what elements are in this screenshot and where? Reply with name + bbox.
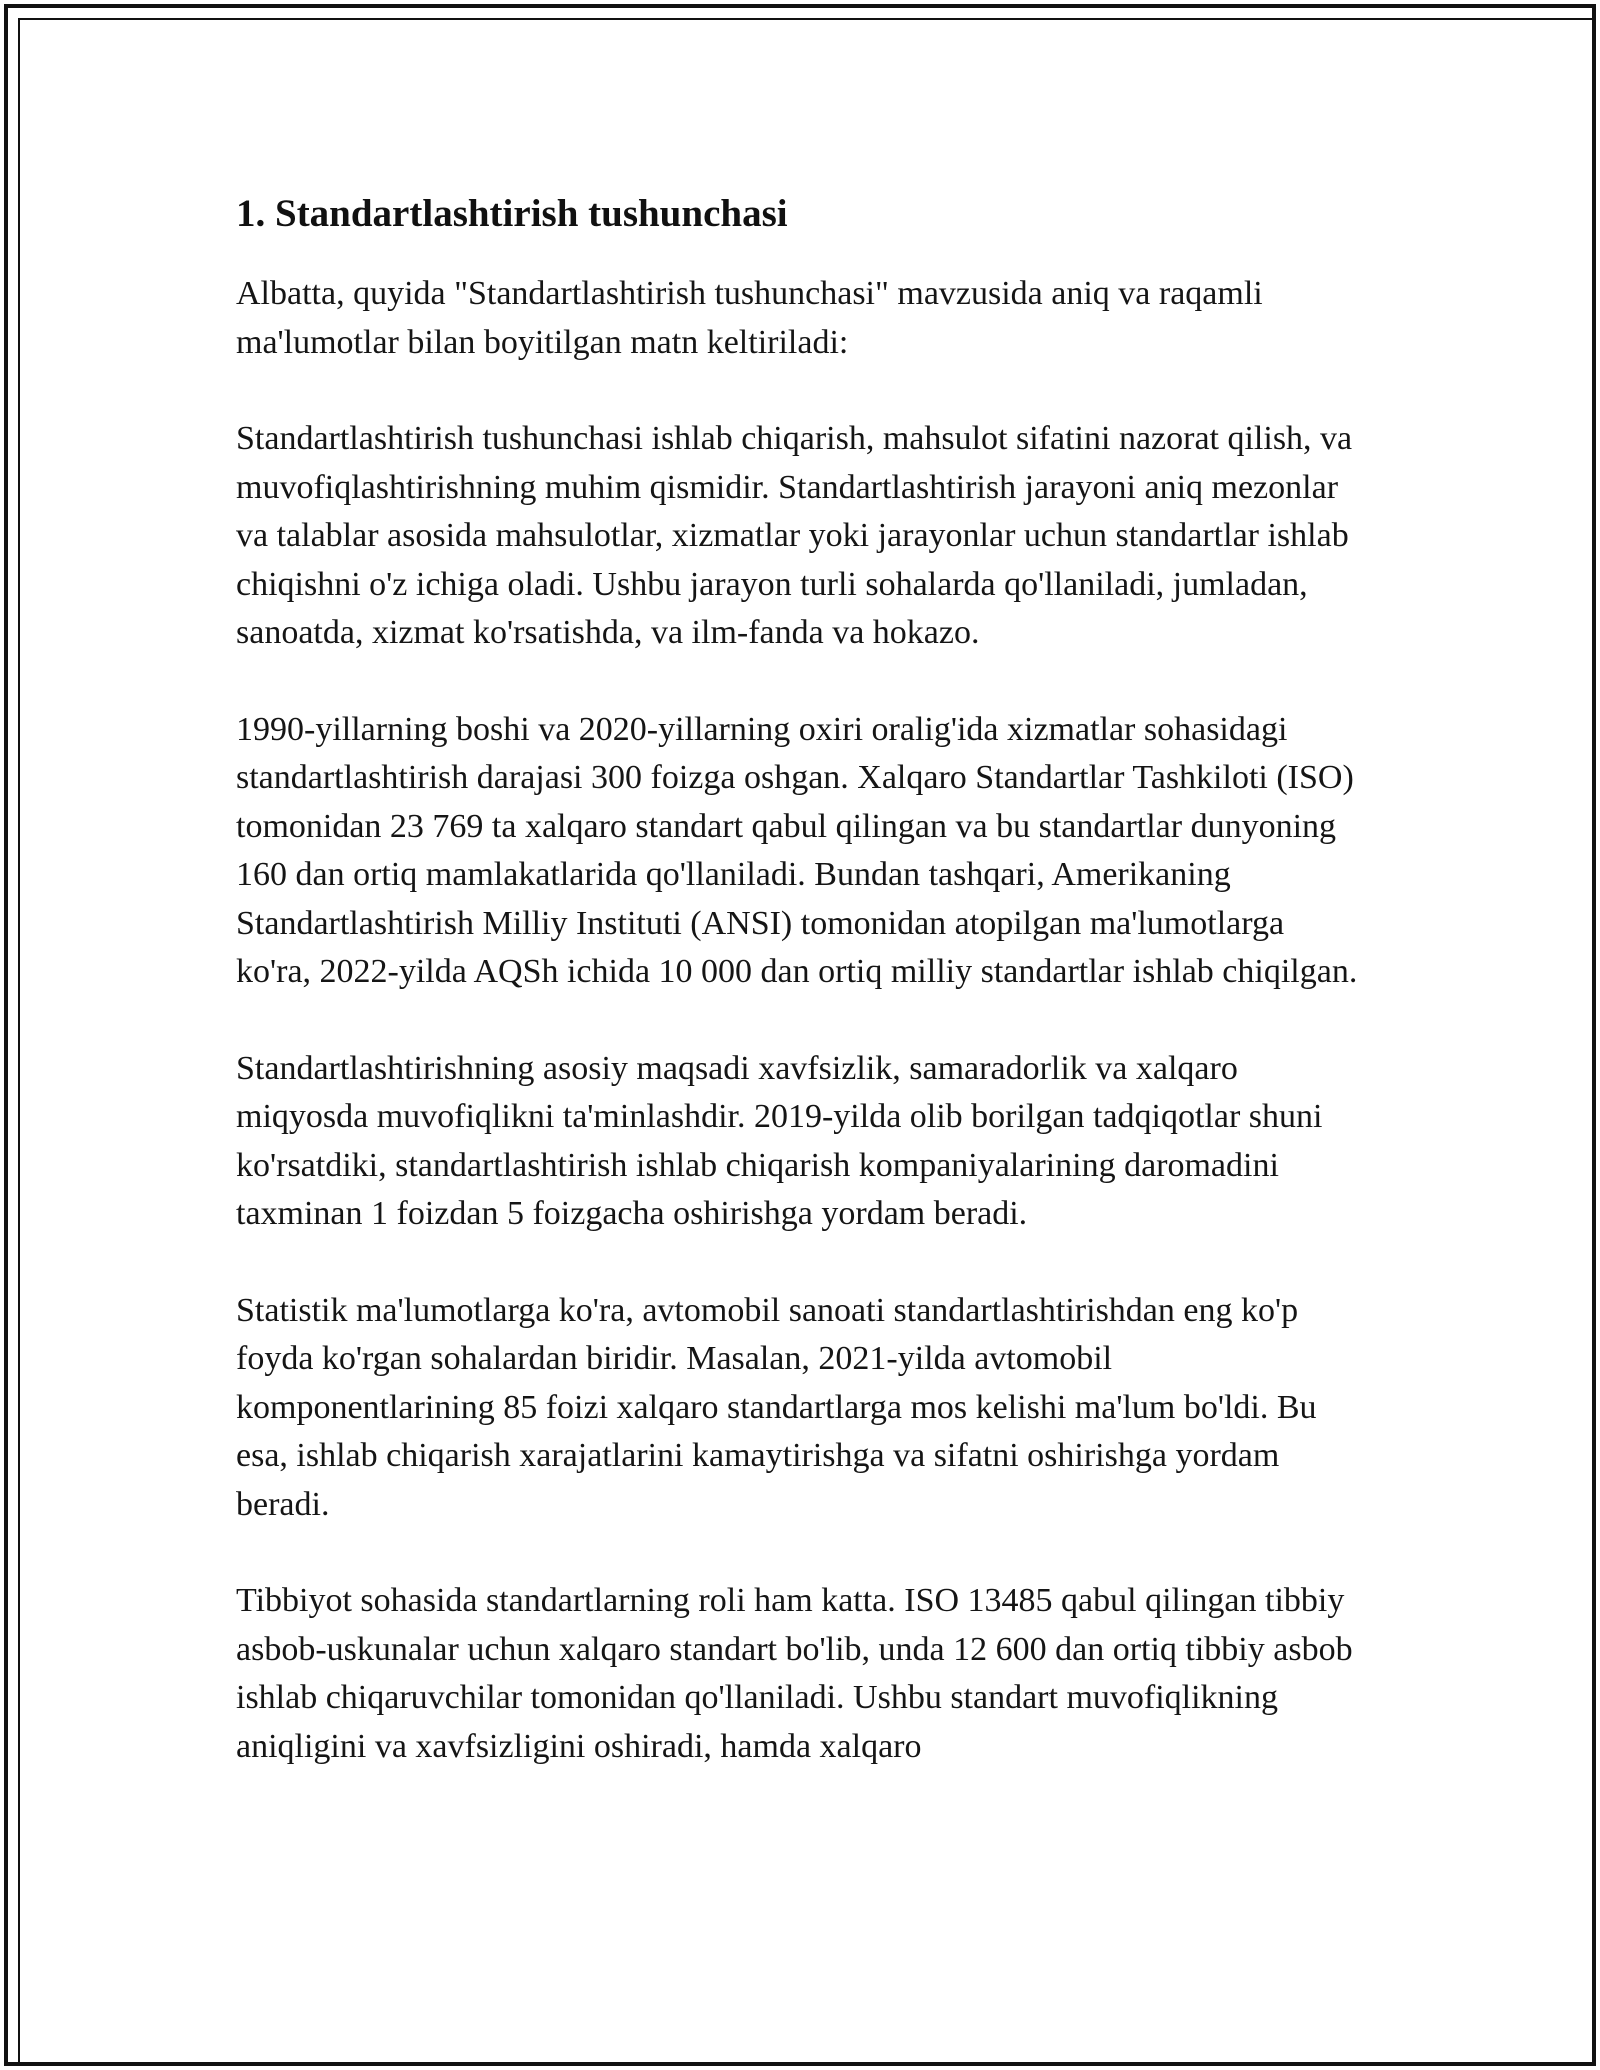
paragraph-definition: Standartlashtirish tushunchasi ishlab chiqarish, mahsulot sifatini nazorat qilish, va muvofiqlashtirishning muhim qismidir. Standartlashtirish jarayoni aniq mezonlar va talablar asosida mahsulotlar, xizmatlar yoki jarayonlar uchun standartlar ishlab chiqishni o'z ichiga oladi. Ushbu jarayon turli sohalarda qo'llaniladi, jumladan, sanoatda, xizmat ko'rsatishda, va ilm-fanda va hokazo. <box>236 420 1353 651</box>
paragraph-intro: Albatta, quyida "Standartlashtirish tushunchasi" mavzusida aniq va raqamli ma'lumotlar bilan boyitilgan matn keltiriladi: <box>236 275 1263 361</box>
paragraph-automotive: Statistik ma'lumotlarga ko'ra, avtomobil sanoati standartlashtirishdan eng ko'p foyda ko'rgan sohalardan biridir. Masalan, 2021-yilda avtomobil komponentlarining 85 foizi xalqaro standartlarga mos kelishi ma'lum bo'ldi. Bu esa, ishlab chiqarish xarajatlarini kamaytirishga va sifatni oshirishga yordam beradi. <box>236 1291 1317 1523</box>
document-body <box>236 188 1360 1819</box>
paragraph-purpose: Standartlashtirishning asosiy maqsadi xavfsizlik, samaradorlik va xalqaro miqyosda muvofiqlikni ta'minlashdir. 2019-yilda olib borilgan tadqiqotlar shuni ko'rsatdiki, standartlashtirish ishlab chiqarish kompaniyalarining daromadini taxminan 1 foizdan 5 foizgacha oshirishga yordam beradi. <box>236 1049 1323 1232</box>
section-heading: 1. Standartlashtirish tushunchasi <box>236 192 788 235</box>
paragraph-medical: Tibbiyot sohasida standartlarning roli ham katta. ISO 13485 qabul qilingan tibbiy asbob-uskunalar uchun xalqaro standart bo'lib, unda 12 600 dan ortiq tibbiy asbob ishlab chiqaruvchilar tomonidan qo'llaniladi. Ushbu standart muvofiqlikning aniqligini va xavfsizligini oshiradi, hamda xalqaro <box>236 1582 1353 1765</box>
paragraph-statistics: 1990-yillarning boshi va 2020-yillarning oxiri oralig'ida xizmatlar sohasidagi standartlashtirish darajasi 300 foizga oshgan. Xalqaro Standartlar Tashkiloti (ISO) tomonidan 23 769 ta xalqaro standart qabul qilingan va bu standartlar dunyoning 160 dan ortiq mamlakatlarida qo'llaniladi. Bundan tashqari, Amerikaning Standartlashtirish Milliy Instituti (ANSI) tomonidan atopilgan ma'lumotlarga ko'ra, 2022-yilda AQSh ichida 10 000 dan ortiq milliy standartlar ishlab chiqilgan. <box>236 710 1358 990</box>
